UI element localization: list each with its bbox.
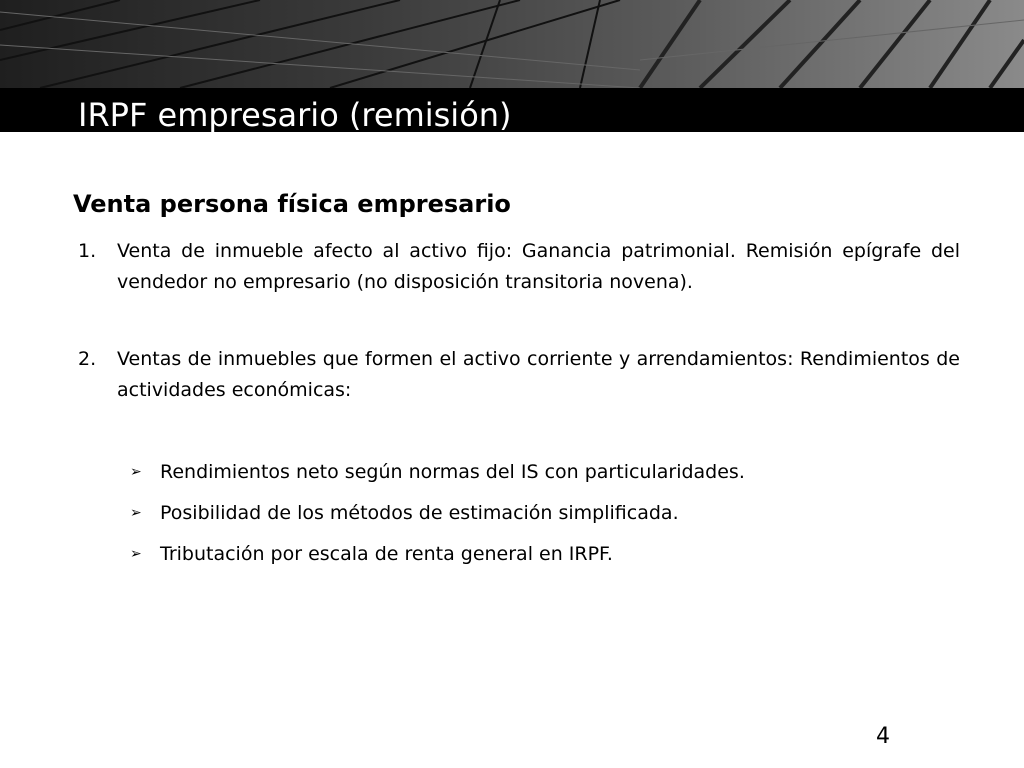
numbered-item (78, 236, 960, 298)
bullet-item (130, 534, 745, 575)
arrow-bullet-icon: ➢ (130, 546, 142, 562)
item-number: 1. (78, 240, 97, 262)
bullet-text: Posibilidad de los métodos de estimación simplificada. (160, 502, 679, 524)
bullet-text: Rendimientos neto según normas del IS con particularidades. (160, 461, 745, 483)
bullet-item (130, 452, 745, 493)
numbered-item (78, 344, 960, 406)
item-number: 2. (78, 348, 97, 370)
arrow-bullet-icon: ➢ (130, 464, 142, 480)
header-banner-image (0, 0, 1024, 88)
bullet-list (130, 452, 745, 575)
section-subtitle: Venta persona física empresario (73, 190, 511, 218)
slide-title: IRPF empresario (remisión) (78, 96, 512, 134)
building-facade-graphic (0, 0, 1024, 88)
page-number: 4 (876, 724, 890, 749)
item-text: Venta de inmueble afecto al activo fijo: Ganancia patrimonial. Remisión epígrafe del vendedor no empresario (no disposición transitoria novena). (117, 240, 960, 293)
bullet-text: Tributación por escala de renta general en IRPF. (160, 543, 613, 565)
item-text: Ventas de inmuebles que formen el activo corriente y arrendamientos: Rendimientos de actividades económicas: (117, 348, 960, 401)
arrow-bullet-icon: ➢ (130, 505, 142, 521)
bullet-item (130, 493, 745, 534)
